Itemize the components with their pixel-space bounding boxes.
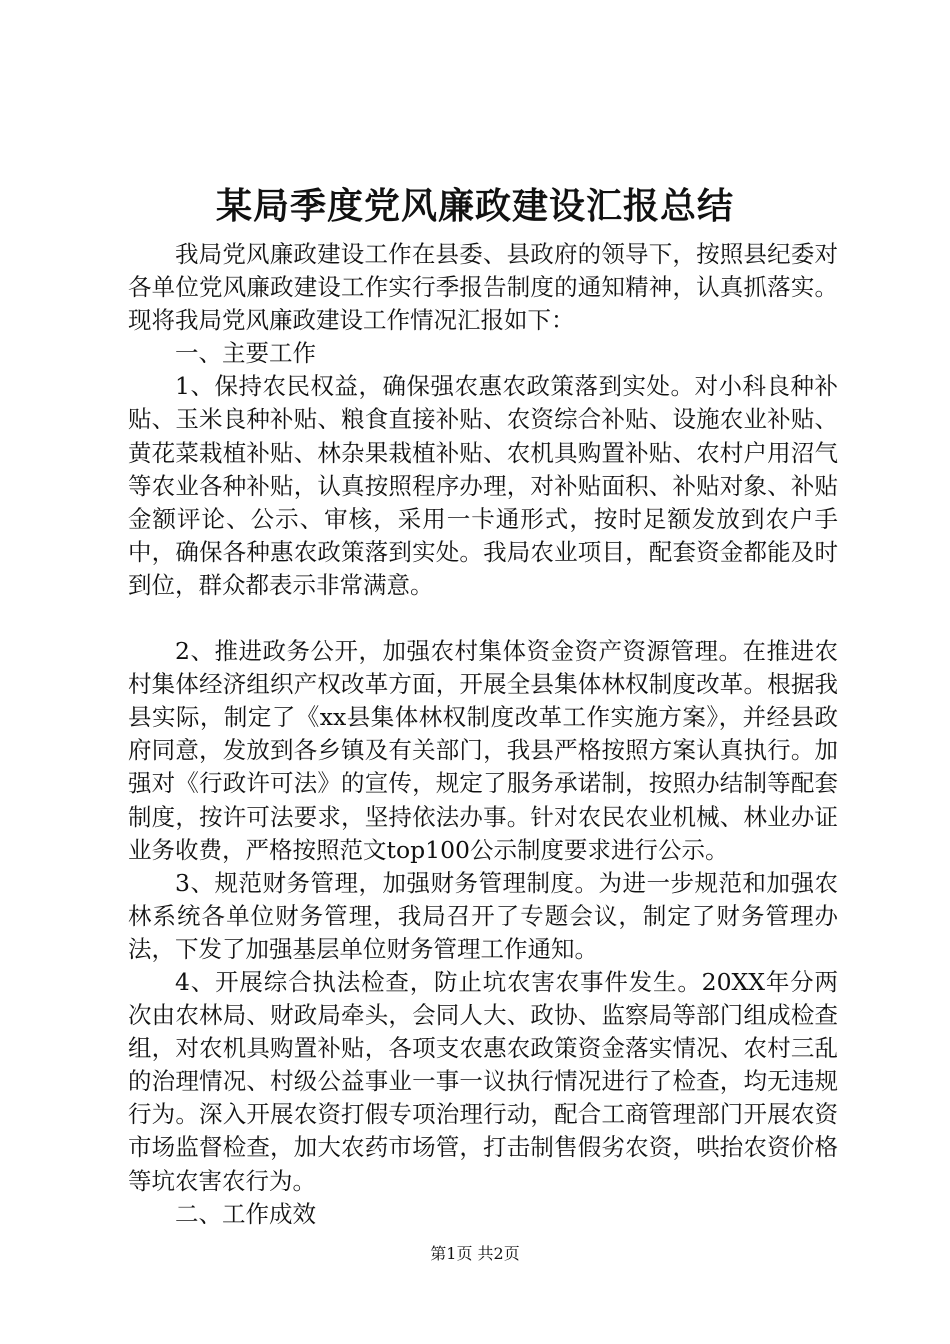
paragraph-item-4: 4、开展综合执法检查，防止坑农害农事件发生。20XX年分两次由农林局、财政局牵头，会同人大、政协、监察局等部门组成检查组，对农机具购置补贴，各项支农惠农政策资金落实情况、农村三乱的治理情况、村级公益事业一事一议执行情况进行了检查，均无违规行为。深入开展农资打假专项治理行动，配合工商管理部门开展农资市场监督检查，加大农药市场管，打击制售假劣农资，哄抬农资价格等坑农害农行为。 [128,967,838,1195]
paragraph-item-1: 1、保持农民权益，确保强农惠农政策落到实处。对小科良种补贴、玉米良种补贴、粮食直接补贴、农资综合补贴、设施农业补贴、黄花菜栽植补贴、林杂果栽植补贴、农机具购置补贴、农村户用沼气等农业各种补贴，认真按照程序办理，对补贴面积、补贴对象、补贴金额评论、公示、审核，采用一卡通形式，按时足额发放到农户手中，确保各种惠农政策落到实处。我局农业项目，配套资金都能及时到位，群众都表示非常满意。 [128,372,838,599]
document-body [128,238,838,1231]
paragraph-item-3: 3、规范财务管理，加强财务管理制度。为进一步规范和加强农林系统各单位财务管理，我局召开了专题会议，制定了财务管理办法，下发了加强基层单位财务管理工作通知。 [128,868,838,963]
document-title: 某局季度党风廉政建设汇报总结 [215,185,734,227]
section-heading-results: 二、工作成效 [175,1199,316,1228]
page-number-footer: 第1页 共2页 [430,1244,520,1263]
intro-paragraph: 我局党风廉政建设工作在县委、县政府的领导下，按照县纪委对各单位党风廉政建设工作实行季报告制度的通知精神，认真抓落实。现将我局党风廉政建设工作情况汇报如下： [128,240,838,335]
section-heading-main-work: 一、主要工作 [175,339,316,368]
paragraph-item-2: 2、推进政务公开，加强农村集体资金资产资源管理。在推进农村集体经济组织产权改革方面，开展全县集体林权制度改革。根据我县实际，制定了《xx县集体林权制度改革工作实施方案》，并经县政府同意，发放到各乡镇及有关部门，我县严格按照方案认真执行。加强对《行政许可法》的宣传，规定了服务承诺制，按照办结制等配套制度，按许可法要求，坚持依法办事。针对农民农业机械、林业办证业务收费，严格按照范文top100公示制度要求进行公示。 [128,637,838,864]
